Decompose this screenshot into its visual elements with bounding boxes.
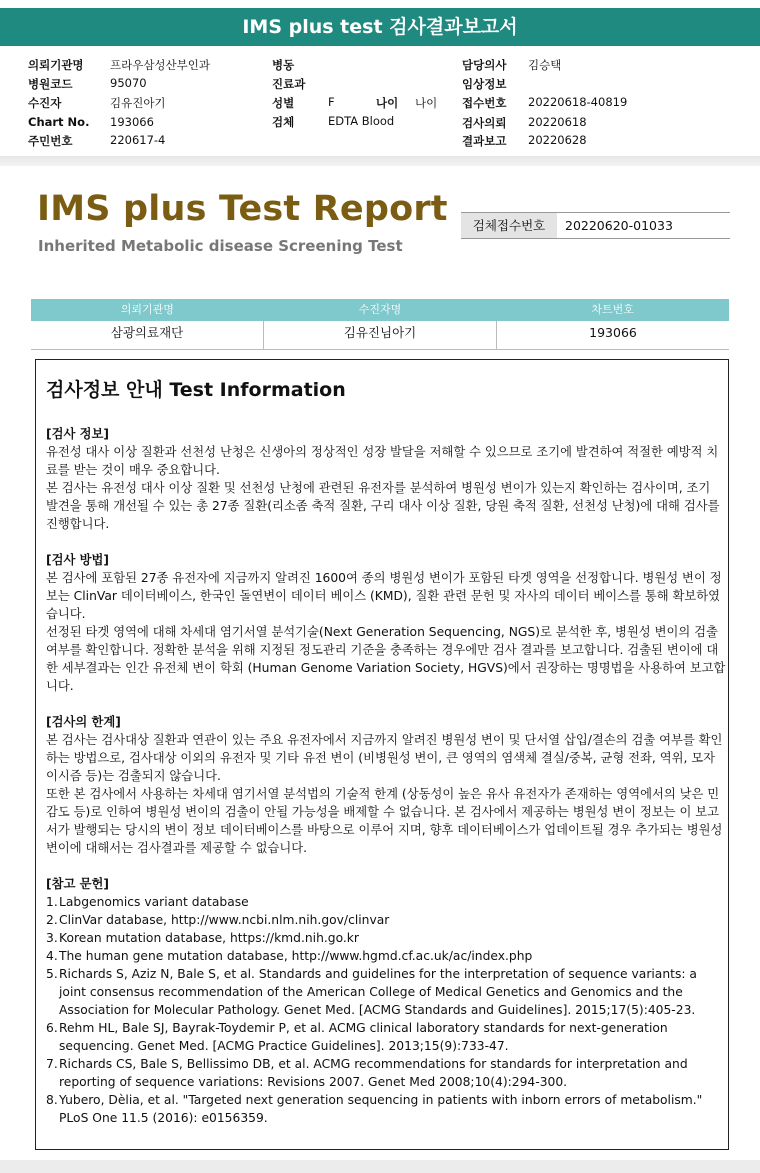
id-value: 220617-4 [110, 133, 166, 147]
specimen-number-value: 20220620-01033 [565, 218, 673, 233]
specimen-number-label: 검체접수번호 [461, 213, 557, 238]
institution-table [31, 299, 729, 350]
clinical-label: 임상정보 [462, 77, 507, 91]
id-label: 주민번호 [28, 134, 73, 148]
reference-number: 1. [46, 895, 58, 909]
report-banner: IMS plus test 검사결과보고서 [0, 8, 760, 46]
reference-number: 7. [46, 1057, 58, 1071]
paragraph: 또한 본 검사에서 사용하는 차세대 염기서열 분석법의 기술적 한계 (상동성이 높은 유사 유전자가 존재하는 영역에서의 낮은 민감도 등)로 인하여 병원성 변이의 검출이 안될 가능성을 배제할 수 없습니다. 본 검사에서 제공하는 병원성 변이 정보는 이 보고서가 발행되는 당시의 변이 정보 데이터베이스를 바탕으로 이루어 지며, 향후 데이터베이스가 업데이트될 경우 추가되는 병원성 변이에 대해서는 검사결과를 제공할 수 없습니다. [46, 787, 723, 855]
list-item [46, 893, 726, 911]
request-label: 검사의뢰 [462, 116, 507, 130]
result-value: 20220628 [528, 133, 587, 147]
age-value: 나이 [415, 96, 438, 110]
reference-text: Yubero, Dèlia, et al. "Targeted next generation sequencing in patients with inborn errors of metabolism." PLoS One 11.5 (2016): e0156359. [59, 1093, 703, 1125]
table-row [31, 321, 729, 350]
institution-table-header [31, 299, 729, 321]
patient-value: 김유진아기 [110, 96, 166, 110]
list-item [46, 911, 726, 929]
dept-label: 진료과 [272, 77, 306, 91]
list-item [46, 1091, 726, 1127]
list-item [46, 1055, 726, 1091]
paragraph: 본 검사는 유전성 대사 이상 질환 및 선천성 난청에 관련된 유전자를 분석하여 병원성 변이가 있는지 확인하는 검사이며, 조기 발견을 통해 개선될 수 있는 총 27종 질환(리소좀 축적 질환, 구리 대사 이상 질환, 당원 축적 질환, 선천성 난청)에 대해 검사를 진행합니다. [46, 481, 720, 531]
patient-meta [0, 52, 760, 152]
reference-text: Richards S, Aziz N, Bale S, et al. Standards and guidelines for the interpretation of sequence variants: a joint consensus recommendation of the American College of Medical Genetics and Genomics and the Association for Molecular Pathology. Genet Med. [ACMG Standards and Guidelines]. 2015;17(5):405-23. [59, 967, 697, 1017]
section-divider [0, 156, 760, 166]
section-title-test-info: [검사 정보] [46, 427, 110, 441]
doctor-label: 담당의사 [462, 58, 507, 72]
chart-value: 193066 [110, 115, 154, 129]
specimen-number-box [461, 212, 730, 239]
receipt-label: 접수번호 [462, 96, 507, 110]
reference-number: 3. [46, 931, 58, 945]
test-information-title: 검사정보 안내 Test Information [46, 379, 346, 401]
doctor-value: 김승택 [528, 58, 562, 72]
institution-value: 프라우삼성산부인과 [110, 58, 210, 72]
header-chart: 차트번호 [591, 303, 634, 316]
reference-text: Korean mutation database, https://kmd.nih.go.kr [59, 931, 359, 945]
institution-label: 의뢰기관명 [28, 58, 84, 72]
list-item [46, 965, 726, 1019]
reference-text: The human gene mutation database, http://www.hgmd.cf.ac.uk/ac/index.php [59, 949, 533, 963]
request-value: 20220618 [528, 115, 587, 129]
paragraph: 본 검사는 검사대상 질환과 연관이 있는 주요 유전자에서 지금까지 알려진 병원성 변이 및 단서열 삽입/결손의 검출 여부를 확인하는 방법으로, 검사대상 이외의 유전자 및 기타 유전 변이 (비병원성 변이, 큰 영역의 염색체 결실/중복, 균형 전좌, 역위, 모자이시즘 등)는 검출되지 않습니다. [46, 733, 723, 783]
cell-institution: 삼광의료재단 [110, 325, 184, 340]
ward-label: 병동 [272, 58, 295, 72]
sex-value: F [328, 95, 335, 109]
report-title: IMS plus Test Report [37, 189, 448, 229]
reference-number: 6. [46, 1021, 58, 1035]
list-item [46, 947, 726, 965]
reference-text: ClinVar database, http://www.ncbi.nlm.nih.gov/clinvar [59, 913, 390, 927]
specimen-label: 검체 [272, 115, 295, 129]
section-title-references: [참고 문헌] [46, 877, 110, 891]
reference-list [46, 893, 726, 1127]
section-title-test-limits: [검사의 한계] [46, 715, 121, 729]
reference-number: 5. [46, 967, 58, 981]
section-title-test-method: [검사 방법] [46, 553, 110, 567]
paragraph: 유전성 대사 이상 질환과 선천성 난청은 신생아의 정상적인 성장 발달을 저해할 수 있으므로 조기에 발견하여 적절한 예방적 치료를 받는 것이 매우 중요합니다. [46, 445, 719, 477]
reference-text: Richards CS, Bale S, Bellissimo DB, et al. ACMG recommendations for standards for interpretation and reporting of sequence variations: Revisions 2007. Genet Med 2008;10(4):294-300. [59, 1057, 688, 1089]
hospital-code-label: 병원코드 [28, 77, 73, 91]
page-footer-band [0, 1160, 760, 1173]
receipt-value: 20220618-40819 [528, 95, 628, 109]
patient-label: 수진자 [28, 96, 62, 110]
paragraph: 선정된 타겟 영역에 대해 차세대 염기서열 분석기술(Next Generation Sequencing, NGS)로 분석한 후, 병원성 변이의 검출 여부를 확인합니다. 정확한 분석을 위해 지정된 정도관리 기준을 충족하는 경우에만 검사 결과를 보고합니다. 검출된 변이에 대한 세부결과는 인간 유전체 변이 학회 (Human Genome Variation Society, HGVS)에서 권장하는 명명법을 사용하여 보고합니다. [46, 625, 726, 693]
sex-label: 성별 [272, 96, 295, 110]
cell-patient: 김유진님아기 [263, 321, 496, 349]
reference-number: 2. [46, 913, 58, 927]
result-label: 결과보고 [462, 134, 507, 148]
hospital-code-value: 95070 [110, 76, 147, 90]
header-institution: 의뢰기관명 [120, 303, 174, 316]
reference-text: Rehm HL, Bale SJ, Bayrak-Toydemir P, et al. ACMG clinical laboratory standards for next-generation sequencing. Genet Med. [ACMG Practice Guidelines]. 2013;15(9):733-47. [59, 1021, 668, 1053]
age-label: 나이 [376, 96, 399, 110]
list-item [46, 929, 726, 947]
test-information-content [46, 425, 726, 1127]
reference-number: 8. [46, 1093, 58, 1107]
specimen-value: EDTA Blood [328, 114, 395, 128]
cell-chart: 193066 [496, 321, 729, 349]
paragraph: 본 검사에 포함된 27종 유전자에 지금까지 알려진 1600여 종의 병원성 변이가 포함된 타겟 영역을 선정합니다. 병원성 변이 정보는 ClinVar 데이터베이스, 한국인 돌연변이 데이터 베이스 (KMD), 질환 관련 문헌 및 자사의 데이터 베이스를 통해 확보하였습니다. [46, 571, 722, 621]
chart-label: Chart No. [28, 115, 90, 129]
reference-number: 4. [46, 949, 58, 963]
header-patient: 수진자명 [358, 303, 402, 316]
reference-text: Labgenomics variant database [59, 895, 249, 909]
list-item [46, 1019, 726, 1055]
report-subtitle: Inherited Metabolic disease Screening Test [38, 237, 403, 255]
